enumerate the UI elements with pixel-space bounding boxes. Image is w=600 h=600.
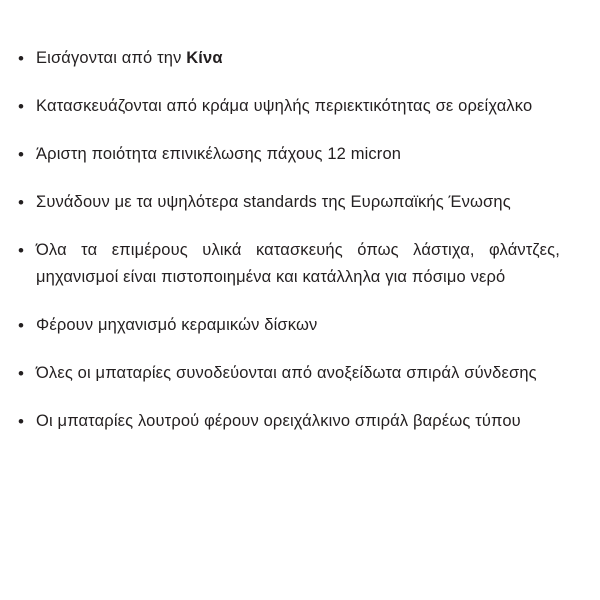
list-item-text xyxy=(36,93,560,120)
list-item xyxy=(18,360,560,387)
list-item xyxy=(18,312,560,339)
list-item-text xyxy=(36,312,560,339)
list-item-text-before: Όλες οι μπαταρίες συνοδεύονται από ανοξείδωτα σπιράλ σύνδεσης xyxy=(36,364,537,382)
list-item-text-before: Κατασκευάζονται από κράμα υψηλής περιεκτικότητας σε ορείχαλκο xyxy=(36,97,533,115)
list-item-text-before: Συνάδουν με τα υψηλότερα standards της Ευρωπαϊκής Ένωσης xyxy=(36,193,511,211)
list-item-text xyxy=(36,360,560,387)
list-item-text xyxy=(36,237,560,291)
list-item xyxy=(18,237,560,291)
list-item xyxy=(18,141,560,168)
bullet-marker-icon: • xyxy=(18,364,24,383)
list-item-text xyxy=(36,141,560,168)
list-item-text xyxy=(36,45,560,72)
list-item-text-before: Άριστη ποιότητα επινικέλωσης πάχους 12 micron xyxy=(36,145,402,163)
list-item xyxy=(18,93,560,120)
bullet-marker-icon: • xyxy=(18,145,24,164)
bullet-marker-icon: • xyxy=(18,193,24,212)
list-item-emphasis: Κίνα xyxy=(186,49,223,67)
list-item-text-before: Όλα τα επιμέρους υλικά κατασκευής όπως λάστιχα, φλάντζες, μηχανισμοί είναι πιστοποιημένα και κατάλληλα για πόσιμο νερό xyxy=(36,241,560,286)
bullet-marker-icon: • xyxy=(18,49,24,68)
list-item xyxy=(18,189,560,216)
list-item-text-before: Οι μπαταρίες λουτρού φέρουν ορειχάλκινο σπιράλ βαρέως τύπου xyxy=(36,412,521,430)
list-item xyxy=(18,408,560,435)
bullet-marker-icon: • xyxy=(18,316,24,335)
list-item-text xyxy=(36,189,560,216)
bullet-marker-icon: • xyxy=(18,412,24,431)
list-item xyxy=(18,45,560,72)
bullet-marker-icon: • xyxy=(18,97,24,116)
list-item-text xyxy=(36,408,560,435)
feature-bullet-list xyxy=(18,45,560,435)
list-item-text-before: Εισάγονται από την xyxy=(36,49,187,67)
bullet-marker-icon: • xyxy=(18,241,24,260)
list-item-text-before: Φέρουν μηχανισμό κεραμικών δίσκων xyxy=(36,316,318,334)
